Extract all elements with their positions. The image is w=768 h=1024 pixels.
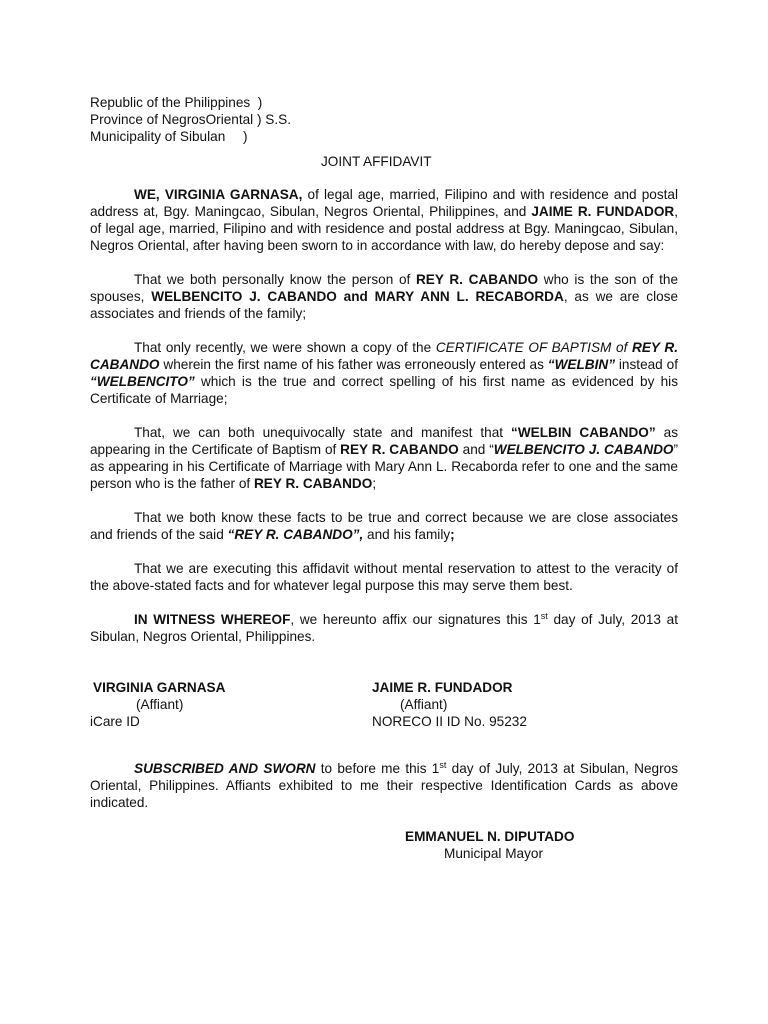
paragraph-3 — [90, 424, 678, 492]
p3-subject-name: REY R. CABANDO — [340, 442, 459, 457]
p3-subject-name-2: REY R. CABANDO — [253, 476, 373, 491]
official-name-row — [90, 828, 678, 845]
venue-municipality — [90, 128, 678, 145]
p4-text-1: That we both know these facts to be true and correct because we are close associates and friends of the said — [90, 510, 678, 542]
affiant-1-name: WE, VIRGINIA GARNASA, — [134, 187, 303, 202]
witness-text-2: day of July, 2013 at Sibulan, Negros Oriental, Philippines. — [90, 612, 678, 644]
venue-province: Province of NegrosOriental ) S.S. — [90, 112, 291, 127]
p2-correct-name: “WELBENCITO” — [90, 374, 195, 389]
p2-text-2: wherein the first name of his father was erroneously entered as — [159, 357, 548, 372]
p3-text-3: and “ — [458, 442, 494, 457]
witness-lead: IN WITNESS WHEREOF — [134, 612, 291, 627]
paragraph-1 — [90, 271, 678, 322]
witness-text-1: , we hereunto affix our signatures this 1 — [290, 612, 541, 627]
p1-text-1: That we both personally know the person of — [134, 272, 416, 287]
p2-document-name: CERTIFICATE OF BAPTISM of — [435, 340, 633, 355]
signatory-2-id: NORECO II ID No. 95232 — [372, 714, 527, 729]
p3-text-1: That, we can both unequivocally state and manifest that — [134, 425, 512, 440]
jurat-text-1: to before me this 1 — [315, 761, 440, 776]
p2-erroneous-name: “WELBIN” — [547, 357, 616, 372]
paragraph-4 — [90, 509, 678, 543]
p4-text-2: and his family — [363, 527, 451, 542]
witness-date-suffix: st — [540, 611, 548, 621]
signatory-roles-row — [90, 696, 678, 713]
intro-text-2: , of legal age, married, Filipino and with residence and postal address at Bgy. Maningcao, Sibulan, Negros Oriental, after having been sworn to in accordance with law, do hereby depose and say: — [90, 204, 678, 253]
jurat-text-2: day of July, 2013 at Sibulan, Negros Oriental, Philippines. Affiants exhibited to me their respective Identification Cards as above indicated. — [90, 761, 678, 810]
document-title: JOINT AFFIDAVIT — [321, 154, 432, 169]
p4-text-3: ; — [450, 527, 455, 542]
paragraph-2 — [90, 339, 678, 407]
p1-text-2: who is the son of the spouses, — [90, 272, 679, 304]
official-title-row — [90, 845, 678, 862]
venue-republic: Republic of the Philippines ) — [90, 95, 263, 110]
p3-correct-name: WELBENCITO J. CABANDO — [493, 442, 674, 457]
official-title: Municipal Mayor — [444, 846, 543, 861]
venue-municipality-label: Municipality of Sibulan — [90, 129, 226, 144]
p2-subject-name: REY R. CABANDO — [90, 340, 678, 372]
jurat-lead: SUBSCRIBED AND SWORN — [134, 761, 316, 776]
intro-text-1: of legal age, married, Filipino and with residence and postal address at, Bgy. Maningcao, Sibulan, Negros Oriental, Philippines, and — [90, 187, 678, 219]
signatory-names-row — [90, 679, 678, 696]
p3-erroneous-name: “WELBIN CABANDO” — [511, 425, 656, 440]
p1-parents-names: WELBENCITO J. CABANDO and MARY ANN L. RECABORDA — [151, 289, 564, 304]
p3-text-4: ” as appearing in his Certificate of Marriage with Mary Ann L. Recaborda refer to one and the same person who is the father of — [90, 442, 678, 491]
signatory-2-name: JAIME R. FUNDADOR — [372, 680, 513, 695]
p2-text-4: which is the true and correct spelling of his first name as evidenced by his Certificate of Marriage; — [90, 374, 678, 406]
witness-paragraph — [90, 611, 678, 645]
signatory-1-name: VIRGINIA GARNASA — [93, 680, 226, 695]
affiant-2-name: JAIME R. FUNDADOR — [531, 204, 675, 219]
p2-text-1: That only recently, we were shown a copy of the — [134, 340, 436, 355]
signatory-1-id: iCare ID — [90, 714, 140, 729]
p4-subject-name: “REY R. CABANDO”, — [227, 527, 364, 542]
p1-subject-name: REY R. CABANDO — [415, 272, 539, 287]
paragraph-5 — [90, 560, 678, 594]
p2-text-3: instead of — [615, 357, 678, 372]
intro-paragraph — [90, 186, 678, 254]
p3-text-2: as appearing in the Certificate of Baptism of — [90, 425, 678, 457]
jurat-paragraph — [90, 760, 678, 811]
signatory-ids-row — [90, 713, 678, 730]
jurat-date-suffix: st — [439, 760, 447, 770]
p1-text-3: , as we are close associates and friends of the family; — [90, 289, 679, 321]
signatory-2-role: (Affiant) — [400, 697, 448, 712]
affidavit-document — [90, 94, 678, 862]
p5-text-1: That we are executing this affidavit without mental reservation to attest to the veracity of the above-stated facts and for whatever legal purpose this may serve them best. — [90, 561, 678, 593]
p3-text-5: ; — [372, 476, 377, 491]
venue-bracket: ) — [243, 129, 248, 144]
official-name: EMMANUEL N. DIPUTADO — [405, 829, 575, 844]
signatory-1-role: (Affiant) — [136, 697, 184, 712]
